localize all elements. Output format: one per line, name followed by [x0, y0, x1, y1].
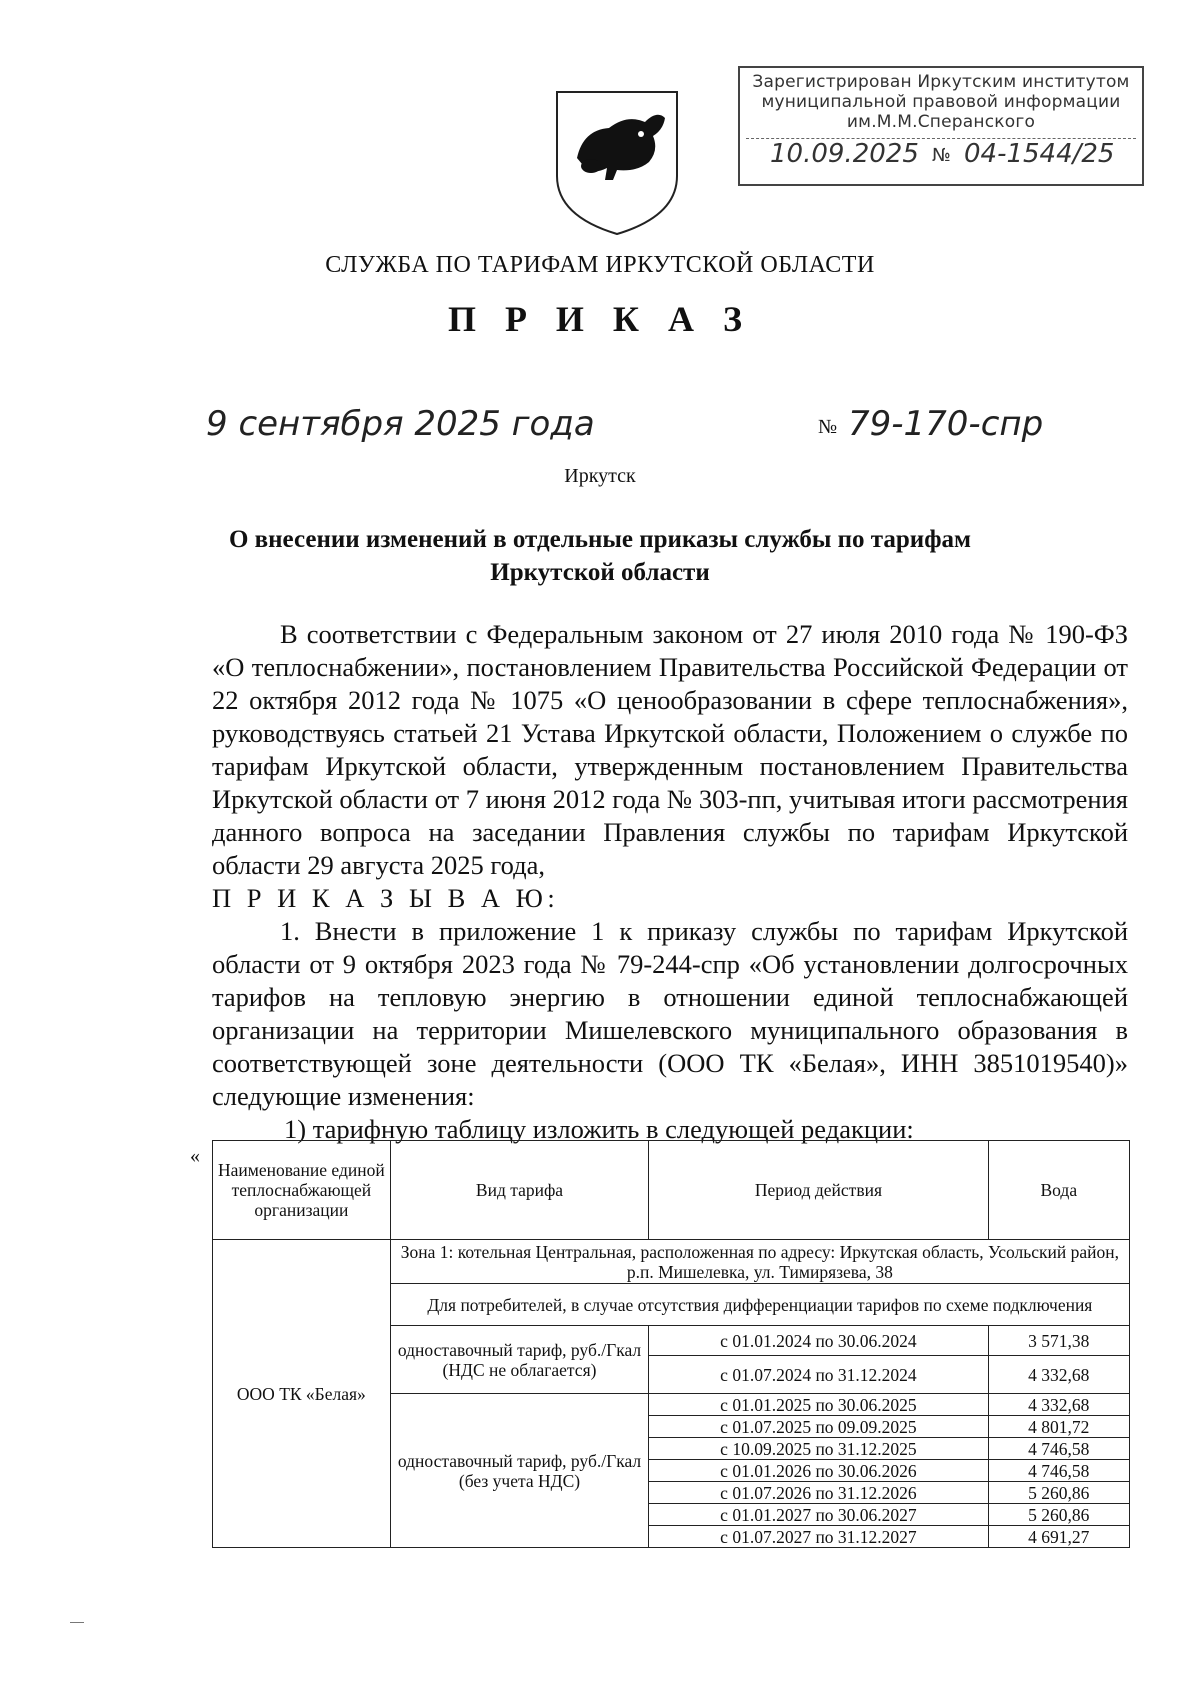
value-cell: 4 691,27 — [988, 1526, 1129, 1548]
period-cell: с 01.07.2027 по 31.12.2027 — [649, 1526, 988, 1548]
table-header-row — [213, 1141, 1130, 1240]
period-cell: с 01.07.2025 по 09.09.2025 — [649, 1416, 988, 1438]
period-cell: с 01.01.2026 по 30.06.2026 — [649, 1460, 988, 1482]
handwritten-date: 9 сентября 2025 года — [206, 404, 595, 444]
value-cell: 4 801,72 — [988, 1416, 1129, 1438]
stamp-date: 10.09.2025 — [770, 139, 919, 169]
stamp-number: 04-1544/25 — [964, 139, 1115, 169]
period-cell: с 01.01.2024 по 30.06.2024 — [649, 1326, 988, 1356]
tariff-type-cell: одноставочный тариф, руб./Гкал (НДС не облагается) — [390, 1326, 649, 1394]
value-cell: 4 746,58 — [988, 1460, 1129, 1482]
stamp-registration — [746, 138, 1136, 173]
zone-row — [213, 1240, 1130, 1284]
value-cell: 5 260,86 — [988, 1482, 1129, 1504]
stamp-line: муниципальной правовой информации — [761, 92, 1121, 112]
title-line: О внесении изменений в отдельные приказы службы по тарифам — [228, 526, 972, 553]
number-sign: № — [818, 416, 838, 438]
tariff-table — [212, 1140, 1130, 1548]
irkutsk-coat-of-arms-icon — [553, 88, 681, 238]
service-name: СЛУЖБА ПО ТАРИФАМ ИРКУТСКОЙ ОБЛАСТИ — [325, 252, 875, 278]
handwritten-order-number: 79-170-спр — [848, 404, 1044, 444]
tariff-type-cell: одноставочный тариф, руб./Гкал (без учета НДС) — [390, 1394, 649, 1548]
value-cell: 4 332,68 — [988, 1394, 1129, 1416]
period-cell: с 01.07.2026 по 31.12.2026 — [649, 1482, 988, 1504]
item-1-1-paragraph: 1) тарифную таблицу изложить в следующей редакции: — [284, 1114, 914, 1144]
value-cell: 4 746,58 — [988, 1438, 1129, 1460]
scan-mark — [70, 1622, 84, 1623]
organization-cell: ООО ТК «Белая» — [213, 1240, 391, 1548]
header-water: Вода — [988, 1141, 1129, 1240]
preamble-paragraph: В соответствии с Федеральным законом от 27 июля 2010 года № 190-ФЗ «О теплоснабжении», постановлением Правительства Российской Федерации от 22 октября 2012 года № 1075 «О ценообразовании в сфере теплоснабжения», руководствуясь статьей 21 Устава Иркутской области, Положением о службе по тарифам Иркутской области, утвержденным постановлением Правительства Иркутской области от 7 июня 2012 года № 303-пп, учитывая итоги рассмотрения данного вопроса на заседании Правления службы по тарифам Иркутской области 29 августа 2025 года, — [212, 619, 1128, 880]
city: Иркутск — [564, 465, 636, 487]
period-cell: с 01.01.2025 по 30.06.2025 — [649, 1394, 988, 1416]
document-type: П Р И К А З — [447, 299, 753, 339]
document-title — [200, 523, 1000, 589]
value-cell: 3 571,38 — [988, 1326, 1129, 1356]
stamp-number-sign: № — [932, 145, 951, 166]
header-org: Наименование единой теплоснабжающей организации — [213, 1141, 391, 1240]
zone-cell: Зона 1: котельная Центральная, расположенная по адресу: Иркутская область, Усольский район, р.п. Мишелевка, ул. Тимирязева, 38 — [390, 1240, 1129, 1284]
order-word: П Р И К А З Ы В А Ю: — [212, 883, 560, 913]
item-1-paragraph: 1. Внести в приложение 1 к приказу службы по тарифам Иркутской области от 9 октября 2023 года № 79-244-спр «Об установлении долгосрочных тарифов на тепловую энергию в отношении единой теплоснабжающей организации на территории Мишелевского муниципального образования в соответствующей зоне деятельности (ООО ТК «Белая», ИНН 3851019540)» следующие изменения: — [212, 916, 1128, 1111]
header-type: Вид тарифа — [390, 1141, 649, 1240]
period-cell: с 01.07.2024 по 31.12.2024 — [649, 1356, 988, 1394]
stamp-line: Зарегистрирован Иркутским институтом — [752, 72, 1130, 92]
period-cell: с 10.09.2025 по 31.12.2025 — [649, 1438, 988, 1460]
consumers-cell: Для потребителей, в случае отсутствия дифференциации тарифов по схеме подключения — [390, 1284, 1129, 1326]
header-period: Период действия — [649, 1141, 988, 1240]
value-cell: 4 332,68 — [988, 1356, 1129, 1394]
opening-quote: « — [190, 1145, 200, 1167]
registration-stamp — [738, 66, 1144, 186]
document-body — [212, 618, 1128, 1146]
period-cell: с 01.01.2027 по 30.06.2027 — [649, 1504, 988, 1526]
title-line: Иркутской области — [490, 559, 710, 586]
stamp-line: им.М.М.Сперанского — [846, 112, 1036, 132]
value-cell: 5 260,86 — [988, 1504, 1129, 1526]
